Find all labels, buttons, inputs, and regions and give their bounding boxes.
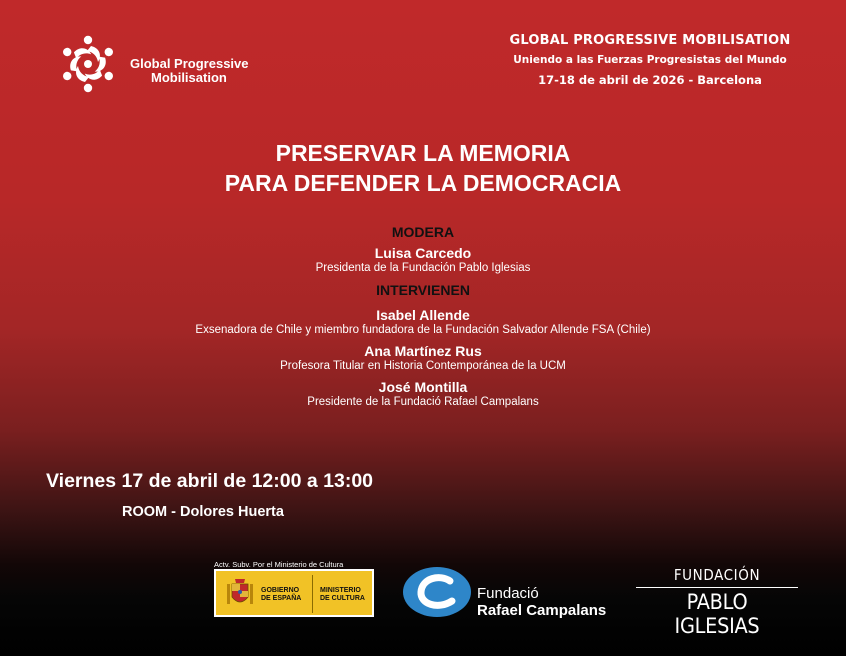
moderator-description: Presidenta de la Fundación Pablo Iglesias [315, 262, 531, 274]
divider [636, 587, 798, 588]
organizer-name-line2: Mobilisation [151, 70, 227, 85]
speaker-name: José Montilla [378, 379, 468, 395]
speaker-description: Exsenadora de Chile y miembro fundadora de la Fundación Salvador Allende FSA (Chile) [195, 324, 651, 336]
session-room: ROOM - Dolores Huerta [122, 504, 284, 520]
speaker-description: Profesora Titular en Historia Contemporánea de la UCM [280, 360, 566, 372]
government-logo [214, 569, 374, 617]
pablo-iglesias-logo [636, 566, 798, 638]
campalans-line2: Rafael Campalans [477, 602, 607, 619]
coat-of-arms-icon [226, 577, 254, 611]
government-label [261, 587, 301, 603]
program [0, 224, 846, 408]
organizer-name-line1: Global Progressive [130, 56, 249, 71]
event-header [500, 33, 800, 87]
ministry-line2: DE CULTURA [320, 595, 365, 602]
event-title: GLOBAL PROGRESSIVE MOBILISATION [509, 33, 791, 48]
ministry-label [320, 587, 365, 603]
speaker-name: Ana Martínez Rus [364, 343, 482, 359]
pinwheel-people-icon [58, 34, 118, 94]
moderator-heading: MODERA [391, 224, 455, 240]
pablo-iglesias-line1: FUNDACIÓN [673, 566, 761, 584]
campalans-name [477, 585, 606, 619]
government-line2: DE ESPAÑA [261, 595, 302, 602]
session-title [0, 138, 846, 198]
speaker-description: Presidente de la Fundació Rafael Campalans [307, 396, 539, 408]
session-title-line2: PARA DEFENDER LA DEMOCRACIA [224, 170, 622, 196]
speaker-name: Isabel Allende [376, 307, 470, 323]
government-line1: GOBIERNO [261, 587, 300, 594]
event-dates: 17-18 de abril de 2026 - Barcelona [538, 73, 762, 87]
speakers-heading: INTERVIENEN [376, 282, 470, 298]
blue-c-logo-icon [402, 566, 472, 618]
subsidy-note: Actv. Subv. Por el Ministerio de Cultura [214, 560, 344, 569]
event-subtitle: Uniendo a las Fuerzas Progresistas del Mundo [513, 54, 787, 66]
campalans-line1: Fundació [477, 585, 539, 602]
session-datetime: Viernes 17 de abril de 12:00 a 13:00 [46, 470, 374, 492]
ministry-line1: MINISTERIO [320, 587, 361, 594]
session-title-line1: PRESERVAR LA MEMORIA [275, 140, 571, 166]
moderator-name: Luisa Carcedo [374, 245, 472, 261]
organizer-name [130, 57, 249, 85]
pablo-iglesias-line2: PABLO IGLESIAS [674, 590, 760, 638]
divider [312, 575, 313, 613]
